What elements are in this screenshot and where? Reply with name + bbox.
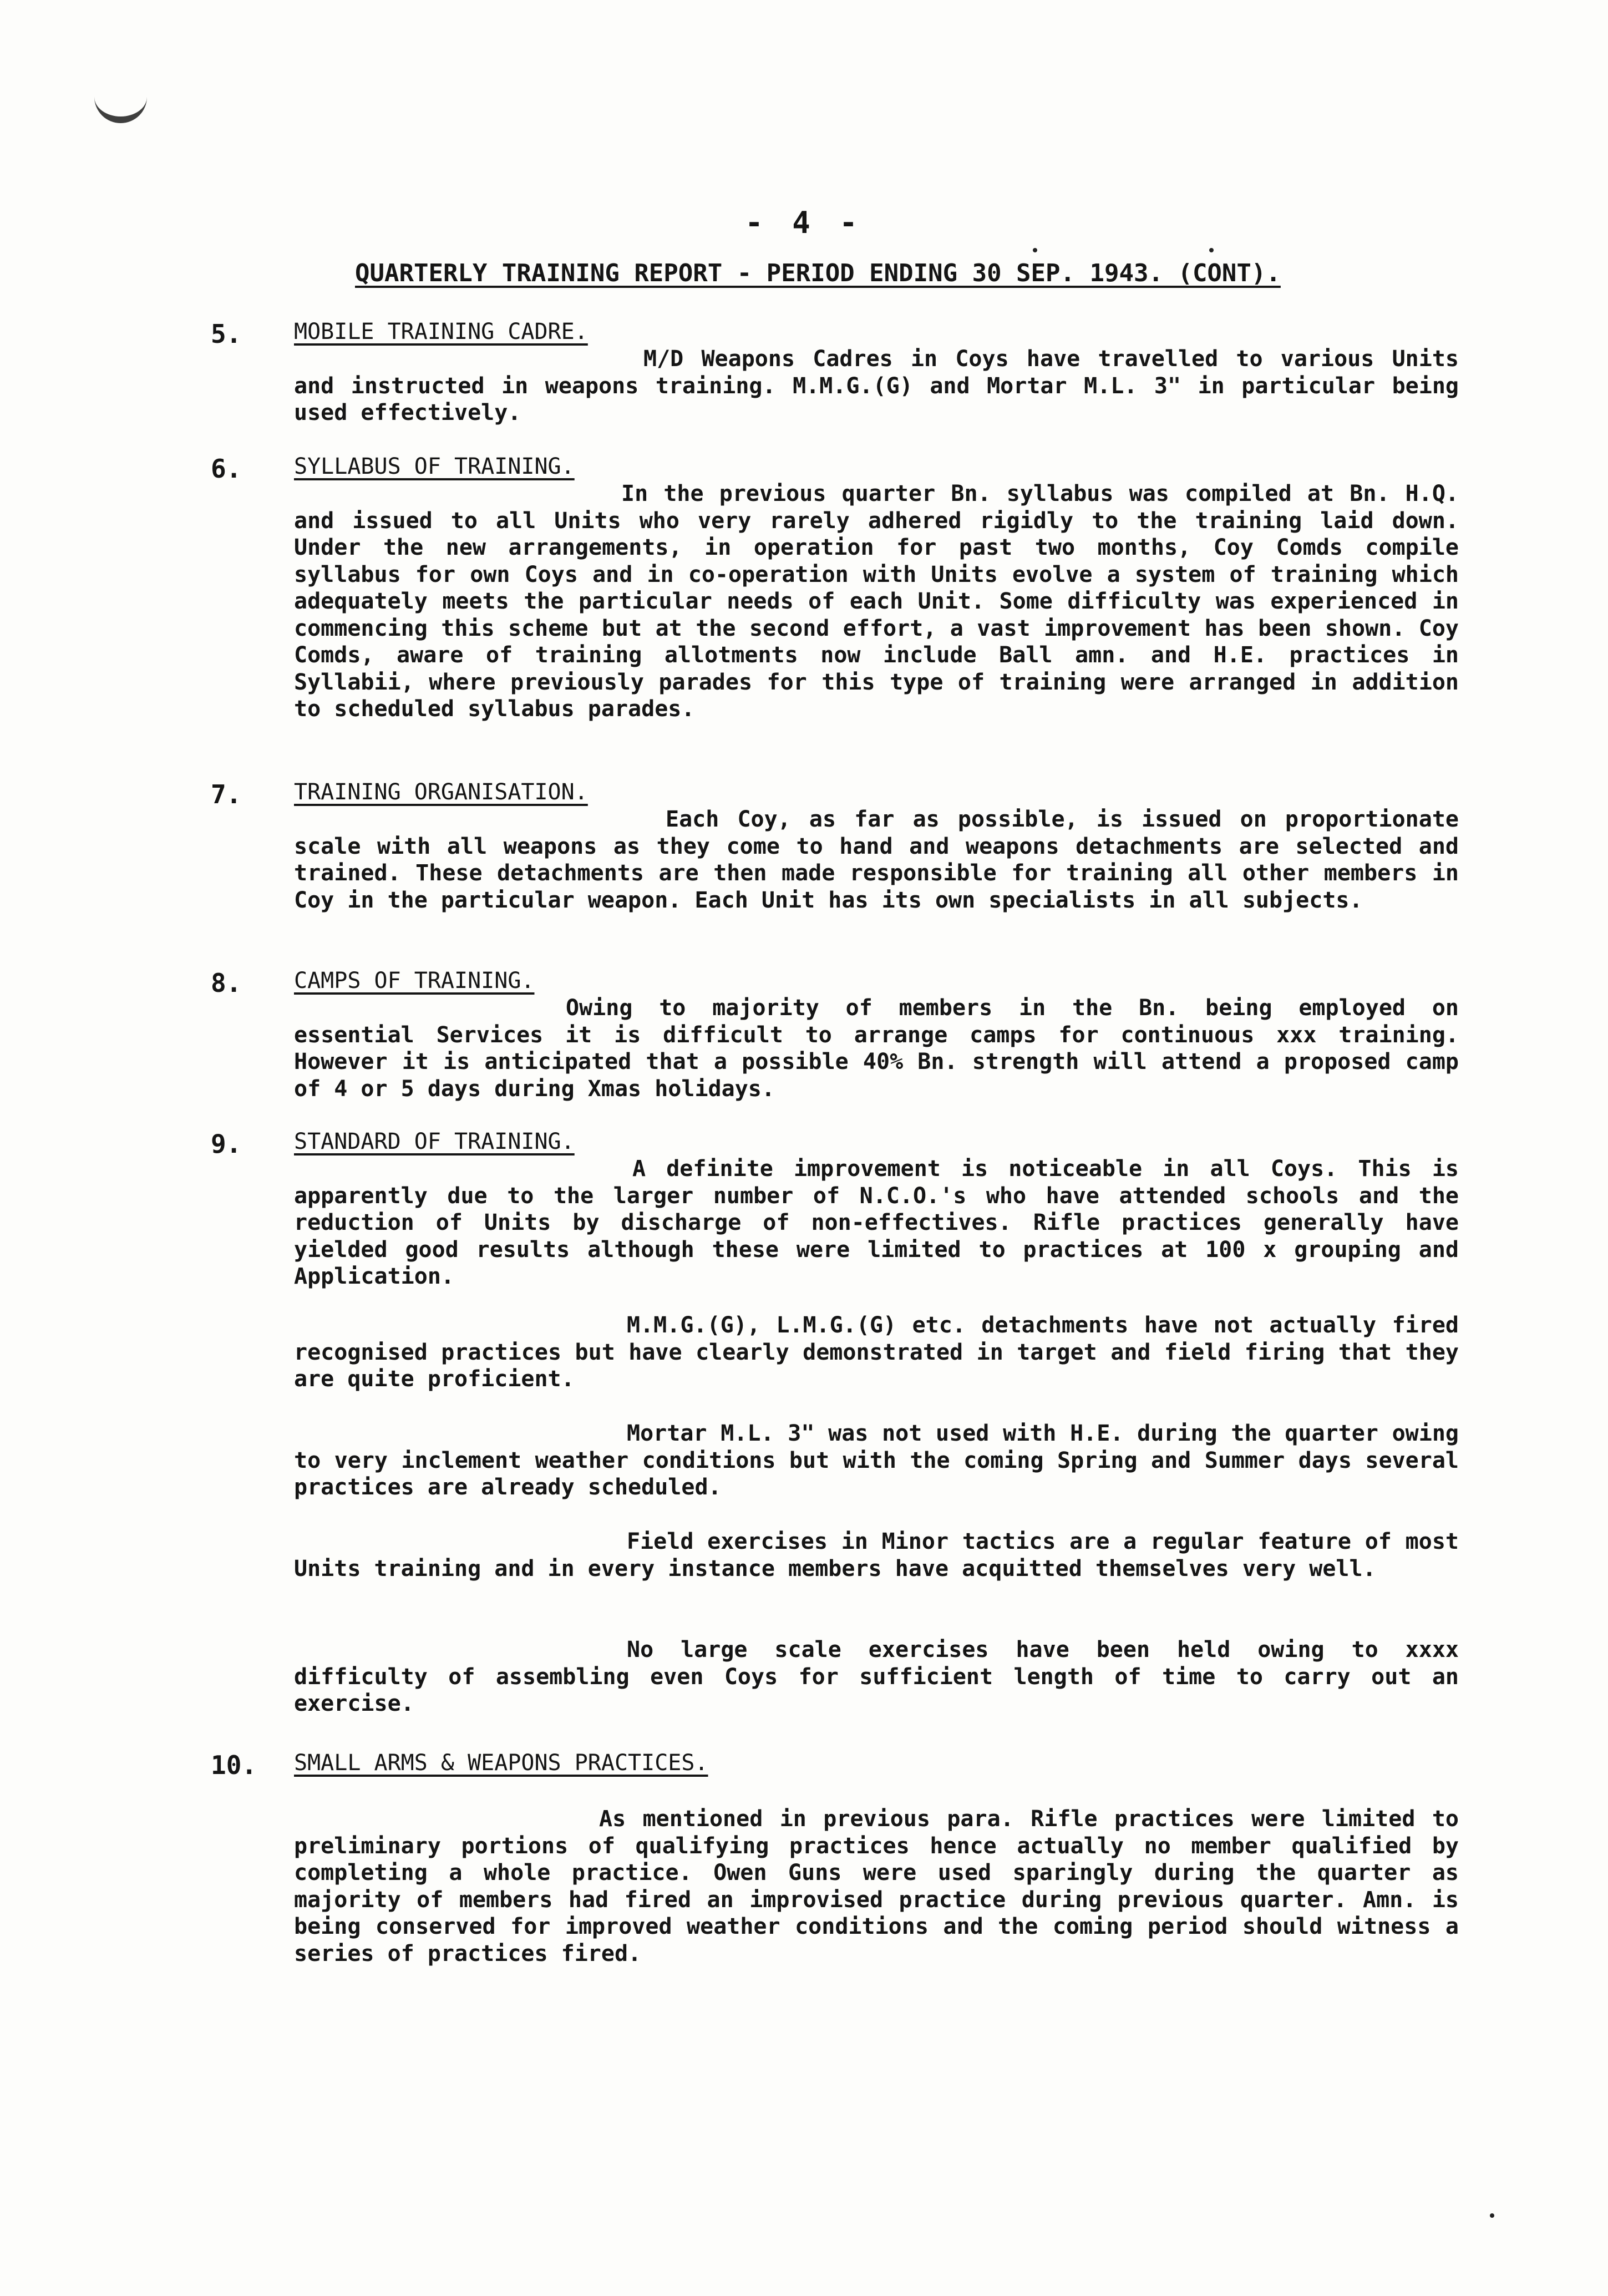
- section-7: [211, 779, 1464, 946]
- section-paragraph: Owing to majority of members in the Bn. being employed on essential Services it is difficult to arrange camps for continuous xxx training. However it is anticipated that a possible 40% Bn. strength will attend a proposed camp of 4 or 5 days during Xmas holidays.: [294, 995, 1459, 1102]
- section-5: [211, 319, 1464, 430]
- section-paragraph: A definite improvement is noticeable in all Coys. This is apparently due to the larger number of N.C.O.'s who have attended schools and the reduction of Units by discharge of non-effectives. Rifle practices generally have yielded good results although these were limited to practices at 100 x grouping and Application.: [294, 1156, 1459, 1289]
- section-9: [211, 1129, 1464, 1756]
- section-paragraph: No large scale exercises have been held owing to xxxx difficulty of assembling even Coys for sufficient length of time to carry out an exercise.: [294, 1637, 1459, 1716]
- section-paragraph: In the previous quarter Bn. syllabus was compiled at Bn. H.Q. and issued to all Units who very rarely adhered rigidly to the training laid down. Under the new arrangements, in operation for past two months, Coy Comds compile syllabus for own Coys and in co-operation with Units evolve a system of training which adequately meets the particular needs of each Unit. Some difficulty was experienced in commencing this scheme but at the second effort, a vast improvement has been shown. Coy Comds, aware of training allotments now include Ball amn. and H.E. practices in Syllabii, where previously parades for this type of training were arranged in addition to scheduled syllabus parades.: [294, 481, 1459, 722]
- section-paragraph: Mortar M.L. 3" was not used with H.E. during the quarter owing to very inclement weather conditions but with the coming Spring and Summer days several practices are already scheduled.: [294, 1421, 1459, 1500]
- section-heading: STANDARD OF TRAINING.: [294, 1129, 575, 1154]
- report-title: QUARTERLY TRAINING REPORT - PERIOD ENDING 30 SEP. 1943. (CONT).: [355, 259, 1281, 287]
- ink-speck: [1033, 248, 1037, 252]
- section-paragraph: M/D Weapons Cadres in Coys have travelled to various Units and instructed in weapons training. M.M.G.(G) and Mortar M.L. 3" in particular being used effectively.: [294, 346, 1459, 425]
- section-heading: SYLLABUS OF TRAINING.: [294, 454, 575, 479]
- ink-speck: [1209, 248, 1214, 252]
- section-paragraph: Field exercises in Minor tactics are a regular feature of most Units training and in every instance members have acquitted themselves very well.: [294, 1529, 1459, 1582]
- section-10: [211, 1750, 1464, 2000]
- section-number: 10.: [211, 1750, 257, 1780]
- section-number: 5.: [211, 319, 242, 349]
- section-paragraph: M.M.G.(G), L.M.G.(G) etc. detachments have not actually fired recognised practices but have clearly demonstrated in target and field firing that they are quite proficient.: [294, 1312, 1459, 1392]
- section-heading: SMALL ARMS & WEAPONS PRACTICES.: [294, 1750, 708, 1776]
- section-heading: MOBILE TRAINING CADRE.: [294, 319, 588, 344]
- page-number: - 4 -: [745, 205, 863, 240]
- section-8: [211, 968, 1464, 1107]
- punch-hole-mark: [94, 83, 147, 123]
- section-heading: CAMPS OF TRAINING.: [294, 968, 535, 994]
- section-number: 8.: [211, 968, 242, 998]
- section-paragraph: As mentioned in previous para. Rifle practices were limited to preliminary portions of qualifying practices hence actually no member qualified by completing a whole practice. Owen Guns were used sparingly during the quarter as majority of members had fired an improvised practice during previous quarter. Amn. is being conserved for improved weather conditions and the coming period should witness a series of practices fired.: [294, 1806, 1459, 1966]
- ink-speck: [1490, 2213, 1494, 2218]
- section-6: [211, 454, 1464, 764]
- section-number: 7.: [211, 779, 242, 809]
- section-heading: TRAINING ORGANISATION.: [294, 779, 588, 805]
- section-number: 9.: [211, 1129, 242, 1159]
- section-number: 6.: [211, 454, 242, 484]
- section-paragraph: Each Coy, as far as possible, is issued on proportionate scale with all weapons as they come to hand and weapons detachments are selected and trained. These detachments are then made responsible for training all other members in Coy in the particular weapon. Each Unit has its own specialists in all subjects.: [294, 807, 1459, 913]
